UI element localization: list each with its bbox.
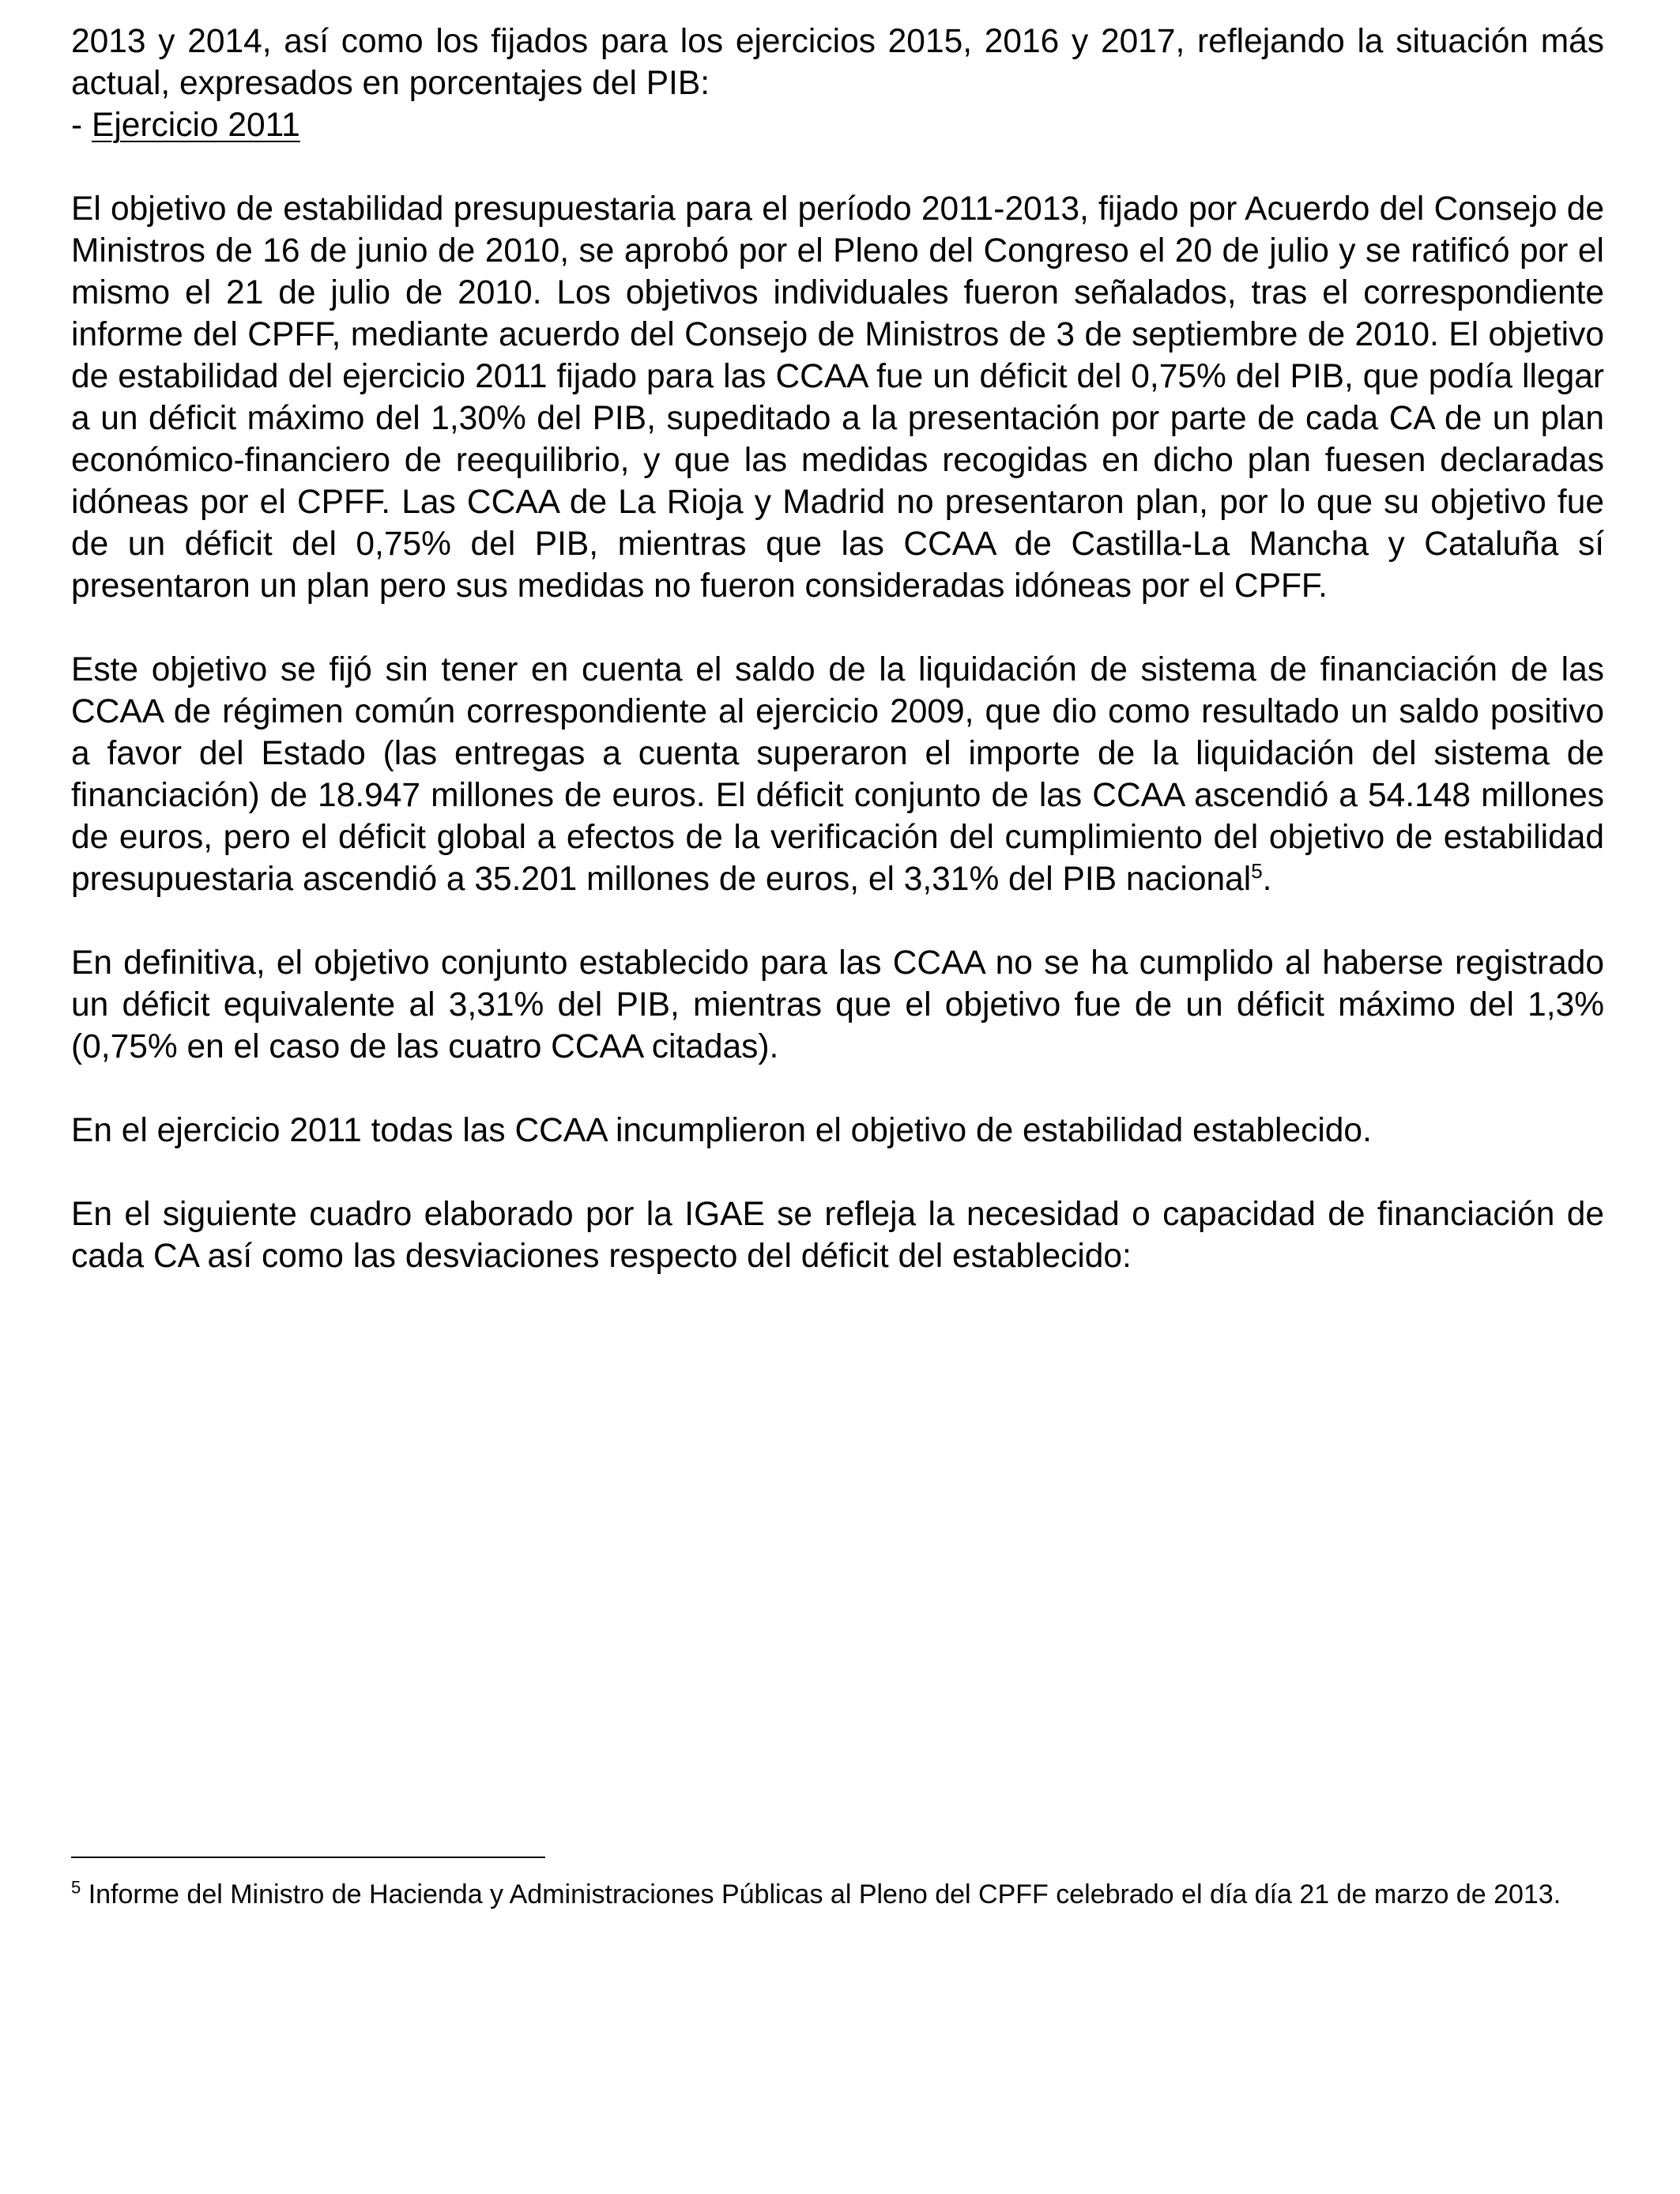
footnote-number: 5 [71,1877,81,1898]
document-body [71,21,1604,1277]
footnote-reference[interactable]: 5 [1251,858,1263,883]
section-heading-prefix: - [71,107,92,144]
paragraph-incumplimiento: En el ejercicio 2011 todas las CCAA incumplieron el objetivo de estabilidad establecido. [71,1112,1372,1149]
paragraph-liquidacion-end: . [1262,861,1272,898]
paragraph-definitiva: En definitiva, el objetivo conjunto establecido para las CCAA no se ha cumplido al haberse registrado un déficit equivalente al 3,31% del PIB, mientras que el objetivo fue de un déficit máximo del 1,3% (0,75% en el caso de las cuatro CCAA citadas). [71,944,1604,1065]
footnote-text: Informe del Ministro de Hacienda y Administraciones Públicas al Pleno del CPFF celebrado el día día 21 de marzo de 2013. [81,1879,1561,1909]
section-heading-title: Ejercicio 2011 [91,107,300,144]
intro-paragraph: 2013 y 2014, así como los fijados para los ejercicios 2015, 2016 y 2017, reflejando la situación más actual, expresados en porcentajes del PIB: [71,23,1604,102]
footnote [71,1878,1604,1912]
paragraph-liquidacion-text: Este objetivo se fijó sin tener en cuenta el saldo de la liquidación de sistema de financiación de las CCAA de régimen común correspondiente al ejercicio 2009, que dio como resultado un saldo positivo a favor del Estado (las entregas a cuenta superaron el importe de la liquidación del sistema de financiación) de 18.947 millones de euros. El déficit conjunto de las CCAA ascendió a 54.148 millones de euros, pero el déficit global a efectos de la verificación del cumplimiento del objetivo de estabilidad presupuestaria ascendió a 35.201 millones de euros, el 3,31% del PIB nacional [71,651,1604,898]
paragraph-liquidacion-sistema [71,649,1604,900]
footnote-separator [71,1857,545,1858]
section-heading [71,104,1604,146]
paragraph-cuadro-igae: En el siguiente cuadro elaborado por la IGAE se refleja la necesidad o capacidad de financiación de cada CA así como las desviaciones respecto del déficit del establecido: [71,1196,1604,1275]
paragraph-objetivo-estabilidad: El objetivo de estabilidad presupuestaria para el período 2011-2013, fijado por Acuerdo del Consejo de Ministros de 16 de junio de 2010, se aprobó por el Pleno del Congreso el 20 de julio y se ratificó por el mismo el 21 de julio de 2010. Los objetivos individuales fueron señalados, tras el correspondiente informe del CPFF, mediante acuerdo del Consejo de Ministros de 3 de septiembre de 2010. El objetivo de estabilidad del ejercicio 2011 fijado para las CCAA fue un déficit del 0,75% del PIB, que podía llegar a un déficit máximo del 1,30% del PIB, supeditado a la presentación por parte de cada CA de un plan económico-financiero de reequilibrio, y que las medidas recogidas en dicho plan fuesen declaradas idóneas por el CPFF. Las CCAA de La Rioja y Madrid no presentaron plan, por lo que su objetivo fue de un déficit del 0,75% del PIB, mientras que las CCAA de Castilla-La Mancha y Cataluña sí presentaron un plan pero sus medidas no fueron consideradas idóneas por el CPFF. [71,190,1604,605]
